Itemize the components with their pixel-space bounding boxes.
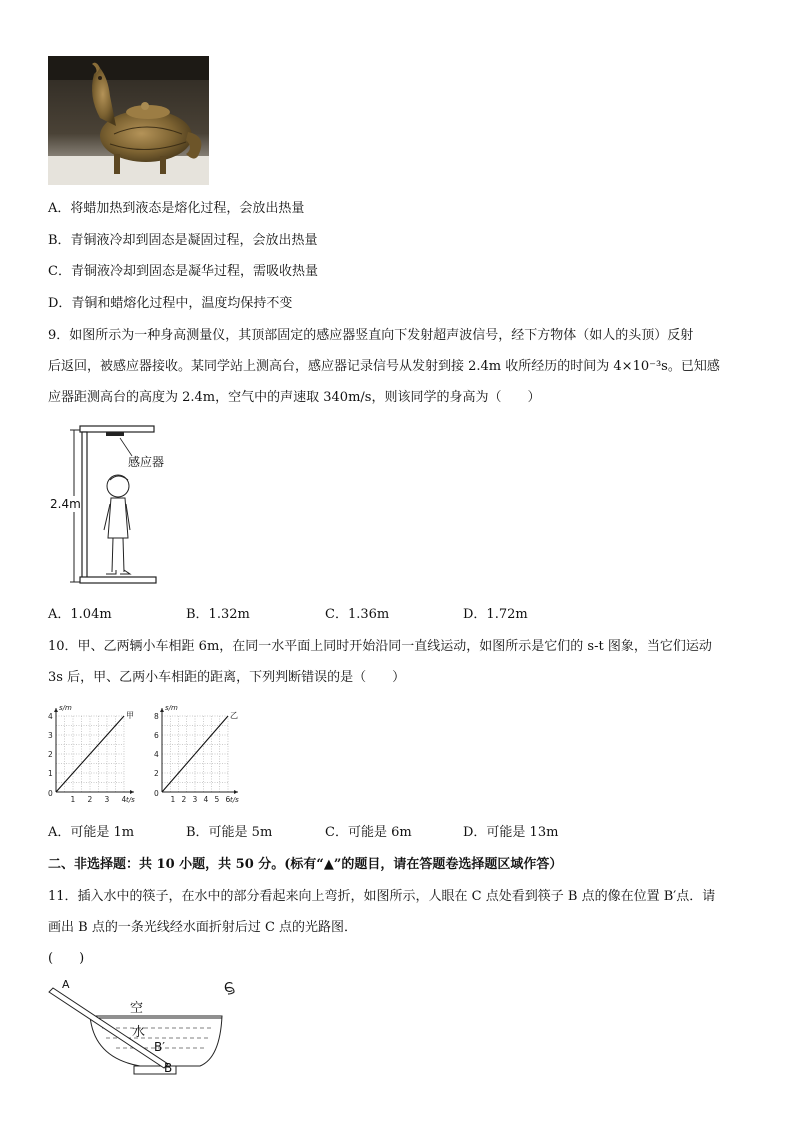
q8-option-a: A．将蜡加热到液态是熔化过程，会放出热量 [48,201,305,216]
q9-stem-line-1: 9．如图所示为一种身高测量仪，其顶部固定的感应器竖直向下发射超声波信号，经下方物体（如人的头顶）反射 [48,328,694,343]
y-axis-arrow [160,708,164,712]
x-axis-label: t/s [230,796,239,804]
bronze-vessel-photo [48,56,209,185]
y-tick-label: 4 [48,712,53,721]
q10-stem-line-2: 3s 后，甲、乙两小车相距的距离，下列判断错误的是（ ） [48,670,406,685]
y-tick-label: 2 [48,750,53,759]
label-water: 水 [132,1025,146,1040]
x-tick-label: 5 [214,795,220,804]
q10-stem-line-1: 10．甲、乙两辆小车相距 6m，在同一水平面上同时开始沿同一直线运动，如图所示是它们的 s-t 图象，当它们运动 [48,639,712,654]
y-tick-label: 2 [154,769,159,778]
label-air: 空 [130,1001,144,1016]
q9-stem-line-3: 应器距测高台的高度为 2.4m，空气中的声速取 340m/s，则该同学的身高为（ ） [48,390,541,405]
q8-option-b: B．青铜液冷却到固态是凝固过程，会放出热量 [48,233,318,248]
q11-stem-line-1: 11．插入水中的筷子，在水中的部分看起来向上弯折，如图所示，人眼在 C 点处看到筷子 B 点的像在位置 B′点．请 [48,889,716,904]
chopstick-bowl-figure [44,976,236,1076]
q10-option-a: A．可能是 1m [48,825,135,840]
q11-answer-blank: ( ) [48,951,85,966]
q9-option-b: B．1.32m [186,607,250,622]
q9-option-a: A．1.04m [48,607,112,622]
x-tick-label: 2 [181,795,187,804]
x-tick-label: 1 [70,795,76,804]
q11-stem-line-2: 画出 B 点的一条光线经水面折射后过 C 点的光路图． [48,920,358,935]
q10-option-b: B．可能是 5m [186,825,273,840]
y-axis-arrow [54,708,58,712]
x-tick-label: 6 [225,795,231,804]
y-tick-label: 4 [154,750,159,759]
label-c: C [224,981,234,996]
x-axis-arrow [130,790,134,794]
y-tick-label: 3 [48,731,53,740]
q10-option-c: C．可能是 6m [325,825,412,840]
series-line [162,716,228,792]
y-tick-label: 6 [154,731,159,740]
label-b: B [164,1061,173,1075]
x-tick-label: 4 [121,795,127,804]
series-label: 甲 [126,711,134,720]
x-axis-arrow [234,790,238,794]
q9-option-c: C．1.36m [325,607,390,622]
y-axis-label: s/m [59,704,72,712]
student-figure [104,475,130,574]
q8-option-d: D．青铜和蜡熔化过程中，温度均保持不变 [48,296,293,311]
sensor-label: 感应器 [128,455,165,469]
x-tick-label: 1 [170,795,176,804]
label-a: A [62,978,70,991]
y-tick-label: 8 [154,712,159,721]
origin-label: 0 [154,789,159,798]
origin-label: 0 [48,789,53,798]
x-tick-label: 4 [203,795,209,804]
label-b-prime: B′ [154,1040,165,1054]
q9-option-d: D．1.72m [463,607,528,622]
x-axis-label: t/s [126,796,135,804]
st-graph-jia [44,702,144,810]
height-label: 2.4m [50,497,81,511]
height-meter-figure [48,420,168,592]
q8-option-c: C．青铜液冷却到固态是凝华过程，需吸收热量 [48,264,318,279]
section-2-heading: 二、非选择题：共 10 小题，共 50 分。(标有“▲”的题目，请在答题卷选择题区域作答） [48,857,563,872]
q9-stem-line-2: 后返回，被感应器接收。某同学站上测高台，感应器记录信号从发射到接 2.4m 收所经历的时间为 4×10⁻³s。已知感 [48,359,720,374]
x-tick-label: 3 [192,795,198,804]
x-tick-label: 2 [87,795,93,804]
q10-option-d: D．可能是 13m [463,825,559,840]
st-graph-yi [150,702,246,810]
x-tick-label: 3 [104,795,110,804]
y-axis-label: s/m [165,704,178,712]
y-tick-label: 1 [48,769,53,778]
series-label: 乙 [230,711,238,720]
